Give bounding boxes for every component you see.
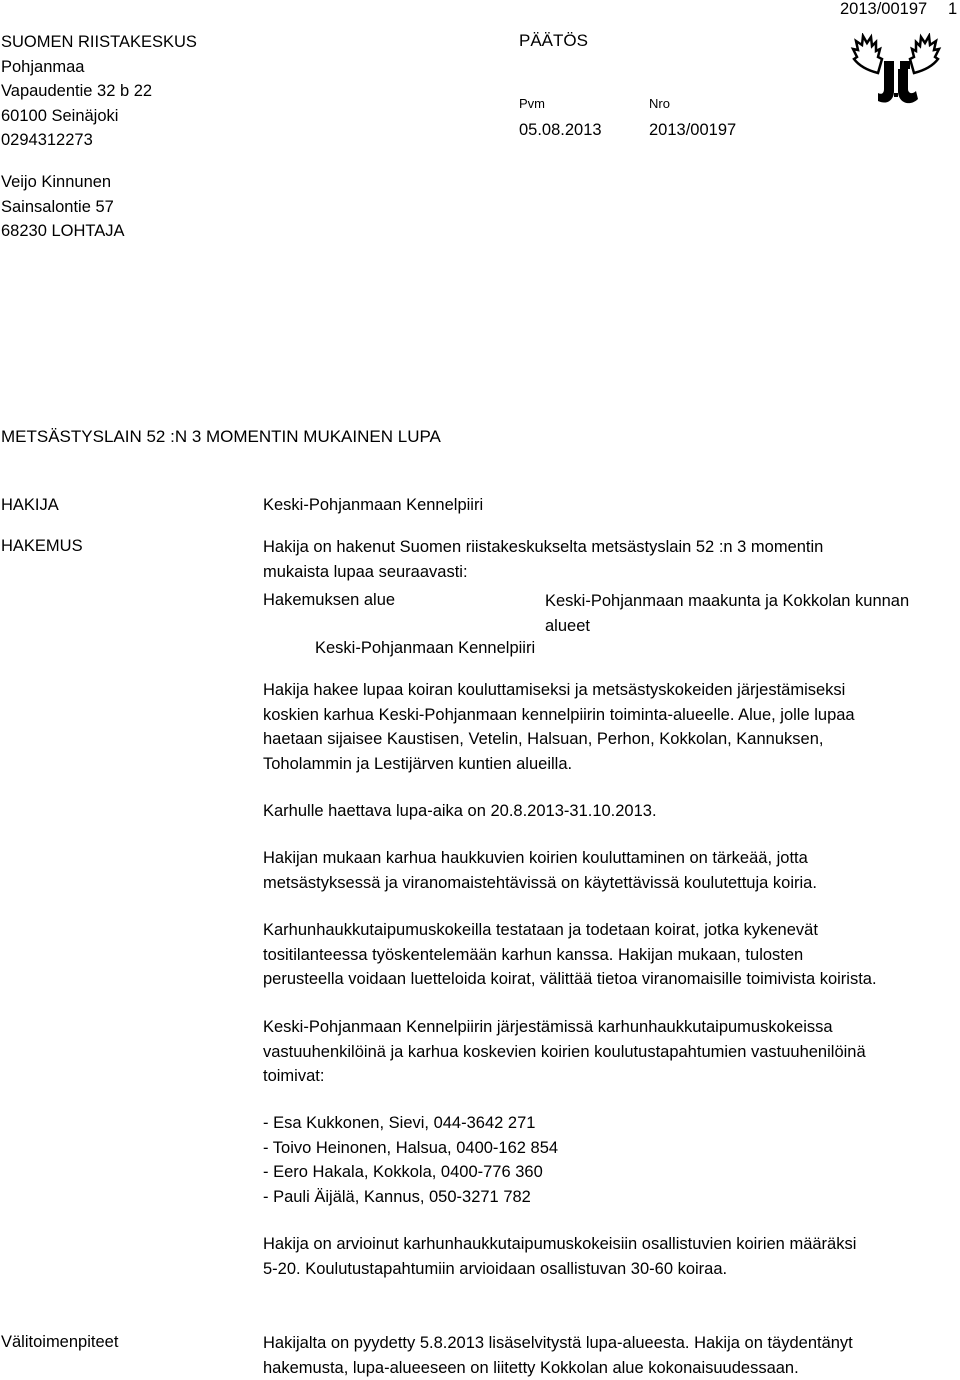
list-item: - Pauli Äijälä, Kannus, 050-3271 782 xyxy=(263,1185,953,1210)
hakemus-label: HAKEMUS xyxy=(1,537,83,556)
org-region: Pohjanmaa xyxy=(1,55,197,80)
paragraph-importance xyxy=(263,846,953,895)
paragraph-responsible xyxy=(263,1015,953,1089)
org-city: 60100 Seinäjoki xyxy=(1,104,197,129)
persons-list xyxy=(263,1111,953,1209)
pvm-label: Pvm xyxy=(519,96,545,111)
text-line: 5-20. Koulutustapahtumiin arvioidaan osallistuvan 30-60 koiraa. xyxy=(263,1257,953,1282)
org-phone: 0294312273 xyxy=(1,128,197,153)
text-line: mukaista lupaa seuraavasti: xyxy=(263,560,953,585)
text-line: metsästyksessä ja viranomaistehtävissä on käytettävissä koulutettuja koiria. xyxy=(263,871,953,896)
list-item: - Esa Kukkonen, Sievi, 044-3642 271 xyxy=(263,1111,953,1136)
text-line: Keski-Pohjanmaan Kennelpiirin järjestämissä karhunhaukkutaipumuskokeissa xyxy=(263,1015,953,1040)
hakija-value: Keski-Pohjanmaan Kennelpiiri xyxy=(263,496,483,515)
text-line: hakemusta, lupa-alueeseen on liitetty Kokkolan alue kokonaisuudessaan. xyxy=(263,1356,953,1380)
text-line: haetaan sijaisee Kaustisen, Vetelin, Halsuan, Perhon, Kokkolan, Kannuksen, xyxy=(263,727,953,752)
paragraph-tests xyxy=(263,918,953,992)
text-line: Hakija hakee lupaa koiran kouluttamiseksi ja metsästyskokeiden järjestämiseksi xyxy=(263,678,953,703)
area-value xyxy=(545,589,909,638)
valitoimenpiteet-text xyxy=(263,1331,953,1380)
text-line: tositilanteessa työskentelemään karhun kanssa. Hakijan mukaan, tulosten xyxy=(263,943,953,968)
paragraph-estimate xyxy=(263,1232,953,1281)
area-owner: Keski-Pohjanmaan Kennelpiiri xyxy=(315,639,535,658)
page-number: 1 xyxy=(948,0,957,19)
hakemus-intro xyxy=(263,535,953,584)
nro-label: Nro xyxy=(649,96,670,111)
list-item: - Toivo Heinonen, Halsua, 0400-162 854 xyxy=(263,1136,953,1161)
paragraph-purpose xyxy=(263,678,953,776)
area-label: Hakemuksen alue xyxy=(263,591,395,610)
nro-value: 2013/00197 xyxy=(649,121,736,140)
text-line: Karhunhaukkutaipumuskokeilla testataan ja todetaan koirat, jotka kykenevät xyxy=(263,918,953,943)
text-line: Hakija on hakenut Suomen riistakeskukselta metsästyslain 52 :n 3 momentin xyxy=(263,535,953,560)
org-name: SUOMEN RIISTAKESKUS xyxy=(1,30,197,55)
document-title: METSÄSTYSLAIN 52 :N 3 MOMENTIN MUKAINEN LUPA xyxy=(1,427,441,447)
list-item: - Eero Hakala, Kokkola, 0400-776 360 xyxy=(263,1160,953,1185)
text-line: perusteella voidaan luetteloida koirat, välittää tietoa viranomaisille toimivista koirista. xyxy=(263,967,953,992)
text-line: Hakijan mukaan karhua haukkuvien koirien kouluttaminen on tärkeää, jotta xyxy=(263,846,953,871)
recipient-name: Veijo Kinnunen xyxy=(1,170,125,195)
hakija-label: HAKIJA xyxy=(1,496,59,515)
recipient-city: 68230 LOHTAJA xyxy=(1,219,125,244)
org-address xyxy=(1,30,197,153)
text-line: alueet xyxy=(545,614,909,639)
recipient-address xyxy=(1,170,125,244)
reference-number: 2013/00197 xyxy=(840,0,927,19)
text-line: Hakijalta on pyydetty 5.8.2013 lisäselvitystä lupa-alueesta. Hakija on täydentänyt xyxy=(263,1331,953,1356)
text-line: toimivat: xyxy=(263,1064,953,1089)
recipient-street: Sainsalontie 57 xyxy=(1,195,125,220)
antler-logo-icon xyxy=(848,33,944,107)
paragraph-period xyxy=(263,799,953,824)
text-line: Hakija on arvioinut karhunhaukkutaipumuskokeisiin osallistuvien koirien määräksi xyxy=(263,1232,953,1257)
org-street: Vapaudentie 32 b 22 xyxy=(1,79,197,104)
text-line: vastuuhenkilöinä ja karhua koskevien koirien koulutustapahtumien vastuuhenilöinä xyxy=(263,1040,953,1065)
text-line: Karhulle haettava lupa-aika on 20.8.2013-31.10.2013. xyxy=(263,799,953,824)
valitoimenpiteet-label: Välitoimenpiteet xyxy=(1,1333,118,1352)
text-line: koskien karhua Keski-Pohjanmaan kennelpiirin toiminta-alueelle. Alue, jolle lupaa xyxy=(263,703,953,728)
text-line: Keski-Pohjanmaan maakunta ja Kokkolan kunnan xyxy=(545,589,909,614)
document-type: PÄÄTÖS xyxy=(519,31,588,51)
pvm-value: 05.08.2013 xyxy=(519,121,602,140)
text-line: Toholammin ja Lestijärven kuntien alueilla. xyxy=(263,752,953,777)
